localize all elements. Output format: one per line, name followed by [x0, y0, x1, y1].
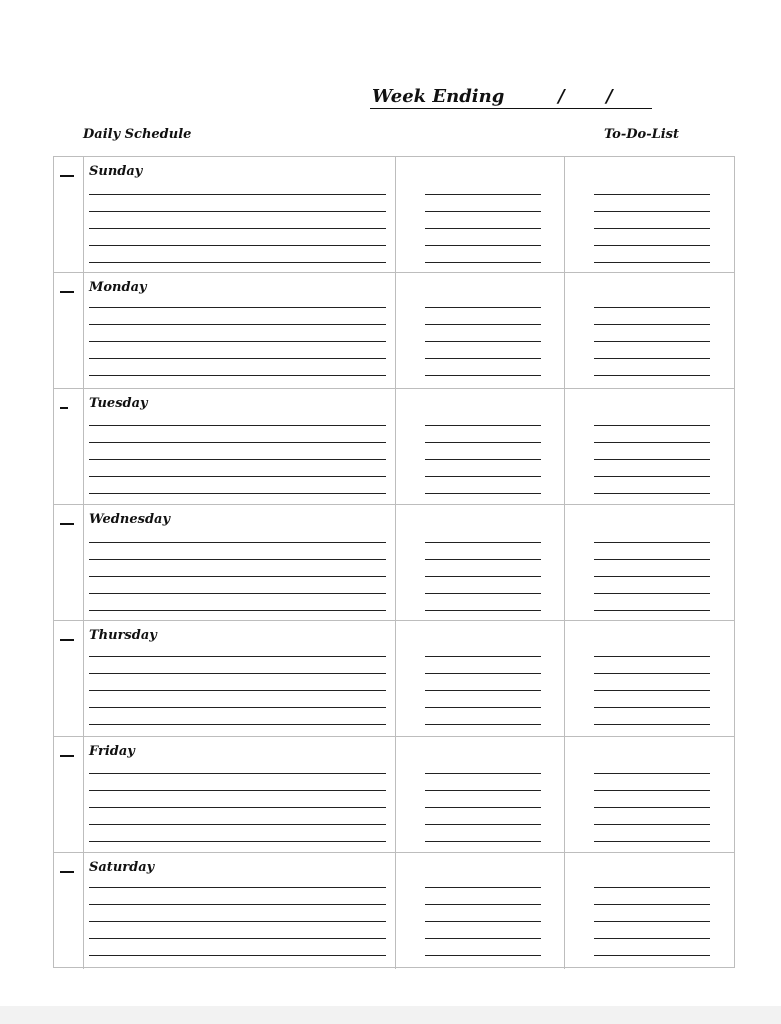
- todo-entry-line[interactable]: [594, 610, 710, 611]
- column-divider: [83, 621, 84, 736]
- todo-entry-line[interactable]: [425, 375, 541, 376]
- schedule-entry-line[interactable]: [89, 955, 386, 956]
- todo-entry-line[interactable]: [425, 194, 541, 195]
- column-divider: [395, 621, 396, 736]
- day-checkbox-line[interactable]: [60, 755, 74, 757]
- day-row-friday: [54, 737, 734, 853]
- schedule-entry-line[interactable]: [89, 262, 386, 263]
- todo-entry-line[interactable]: [425, 673, 541, 674]
- todo-entry-line[interactable]: [594, 841, 710, 842]
- todo-entry-line[interactable]: [425, 542, 541, 543]
- column-divider: [395, 389, 396, 504]
- day-checkbox-line[interactable]: [60, 175, 74, 177]
- todo-entry-line[interactable]: [425, 341, 541, 342]
- date-separator-2: /: [606, 86, 613, 107]
- todo-entry-line[interactable]: [425, 790, 541, 791]
- todo-entry-line[interactable]: [594, 938, 710, 939]
- column-divider: [564, 157, 565, 272]
- todo-entry-line[interactable]: [425, 476, 541, 477]
- column-divider: [83, 505, 84, 620]
- schedule-entry-line[interactable]: [89, 690, 386, 691]
- todo-entry-line[interactable]: [425, 228, 541, 229]
- todo-list-heading: To-Do-List: [604, 127, 679, 142]
- todo-entry-line[interactable]: [594, 656, 710, 657]
- day-row-saturday: [54, 853, 734, 969]
- schedule-entry-line[interactable]: [89, 610, 386, 611]
- schedule-entry-line[interactable]: [89, 425, 386, 426]
- schedule-entry-line[interactable]: [89, 724, 386, 725]
- todo-entry-line[interactable]: [425, 904, 541, 905]
- schedule-entry-line[interactable]: [89, 245, 386, 246]
- todo-entry-line[interactable]: [594, 724, 710, 725]
- schedule-entry-line[interactable]: [89, 375, 386, 376]
- todo-entry-line[interactable]: [425, 493, 541, 494]
- column-divider: [395, 505, 396, 620]
- todo-entry-line[interactable]: [594, 493, 710, 494]
- schedule-entry-line[interactable]: [89, 904, 386, 905]
- todo-entry-line[interactable]: [594, 375, 710, 376]
- schedule-entry-line[interactable]: [89, 493, 386, 494]
- todo-entry-line[interactable]: [425, 576, 541, 577]
- schedule-entry-line[interactable]: [89, 773, 386, 774]
- todo-entry-line[interactable]: [425, 724, 541, 725]
- todo-entry-line[interactable]: [594, 773, 710, 774]
- column-divider: [564, 853, 565, 969]
- column-divider: [83, 853, 84, 969]
- day-label: Friday: [89, 744, 135, 759]
- todo-entry-line[interactable]: [425, 245, 541, 246]
- todo-entry-line[interactable]: [425, 938, 541, 939]
- schedule-entry-line[interactable]: [89, 887, 386, 888]
- todo-entry-line[interactable]: [594, 442, 710, 443]
- todo-entry-line[interactable]: [594, 707, 710, 708]
- day-label: Saturday: [89, 860, 155, 875]
- todo-entry-line[interactable]: [594, 790, 710, 791]
- schedule-entry-line[interactable]: [89, 576, 386, 577]
- todo-entry-line[interactable]: [425, 442, 541, 443]
- schedule-entry-line[interactable]: [89, 211, 386, 212]
- todo-entry-line[interactable]: [594, 593, 710, 594]
- schedule-entry-line[interactable]: [89, 938, 386, 939]
- todo-entry-line[interactable]: [425, 921, 541, 922]
- schedule-entry-line[interactable]: [89, 476, 386, 477]
- column-divider: [395, 273, 396, 388]
- schedule-entry-line[interactable]: [89, 656, 386, 657]
- day-row-tuesday: [54, 389, 734, 505]
- schedule-entry-line[interactable]: [89, 228, 386, 229]
- schedule-entry-line[interactable]: [89, 459, 386, 460]
- schedule-entry-line[interactable]: [89, 341, 386, 342]
- todo-entry-line[interactable]: [594, 358, 710, 359]
- todo-entry-line[interactable]: [594, 559, 710, 560]
- week-ending-label: Week Ending: [372, 86, 505, 107]
- column-divider: [564, 273, 565, 388]
- day-checkbox-line[interactable]: [60, 639, 74, 641]
- todo-entry-line[interactable]: [594, 476, 710, 477]
- todo-entry-line[interactable]: [425, 610, 541, 611]
- todo-entry-line[interactable]: [425, 955, 541, 956]
- todo-entry-line[interactable]: [594, 245, 710, 246]
- schedule-entry-line[interactable]: [89, 707, 386, 708]
- todo-entry-line[interactable]: [425, 211, 541, 212]
- day-row-monday: [54, 273, 734, 389]
- todo-entry-line[interactable]: [425, 807, 541, 808]
- todo-entry-line[interactable]: [594, 807, 710, 808]
- date-separator-1: /: [558, 86, 565, 107]
- day-label: Wednesday: [89, 512, 171, 527]
- schedule-entry-line[interactable]: [89, 358, 386, 359]
- column-divider: [395, 853, 396, 969]
- daily-schedule-heading: Daily Schedule: [83, 127, 192, 142]
- todo-entry-line[interactable]: [594, 824, 710, 825]
- todo-entry-line[interactable]: [594, 341, 710, 342]
- schedule-entry-line[interactable]: [89, 593, 386, 594]
- todo-entry-line[interactable]: [594, 228, 710, 229]
- todo-entry-line[interactable]: [425, 459, 541, 460]
- todo-entry-line[interactable]: [594, 904, 710, 905]
- todo-entry-line[interactable]: [425, 559, 541, 560]
- schedule-entry-line[interactable]: [89, 324, 386, 325]
- schedule-entry-line[interactable]: [89, 542, 386, 543]
- schedule-entry-line[interactable]: [89, 807, 386, 808]
- todo-entry-line[interactable]: [594, 324, 710, 325]
- schedule-entry-line[interactable]: [89, 673, 386, 674]
- day-label: Sunday: [89, 164, 143, 179]
- todo-entry-line[interactable]: [425, 690, 541, 691]
- day-checkbox-line[interactable]: [60, 523, 74, 525]
- schedule-grid: [53, 156, 735, 968]
- column-divider: [83, 389, 84, 504]
- column-divider: [564, 389, 565, 504]
- schedule-entry-line[interactable]: [89, 790, 386, 791]
- todo-entry-line[interactable]: [594, 955, 710, 956]
- column-divider: [83, 157, 84, 272]
- column-divider: [564, 737, 565, 852]
- todo-entry-line[interactable]: [594, 194, 710, 195]
- schedule-entry-line[interactable]: [89, 559, 386, 560]
- schedule-entry-line[interactable]: [89, 442, 386, 443]
- todo-entry-line[interactable]: [594, 542, 710, 543]
- todo-entry-line[interactable]: [594, 211, 710, 212]
- todo-entry-line[interactable]: [594, 921, 710, 922]
- day-checkbox-line[interactable]: [60, 871, 74, 873]
- todo-entry-line[interactable]: [425, 358, 541, 359]
- day-row-wednesday: [54, 505, 734, 621]
- day-label: Monday: [89, 280, 147, 295]
- column-divider: [83, 737, 84, 852]
- schedule-entry-line[interactable]: [89, 841, 386, 842]
- schedule-entry-line[interactable]: [89, 921, 386, 922]
- todo-entry-line[interactable]: [425, 324, 541, 325]
- todo-entry-line[interactable]: [594, 690, 710, 691]
- todo-entry-line[interactable]: [425, 824, 541, 825]
- schedule-entry-line[interactable]: [89, 194, 386, 195]
- todo-entry-line[interactable]: [425, 593, 541, 594]
- todo-entry-line[interactable]: [594, 673, 710, 674]
- day-checkbox-line[interactable]: [60, 291, 74, 293]
- day-checkbox-line[interactable]: [60, 407, 68, 409]
- column-divider: [564, 505, 565, 620]
- column-divider: [564, 621, 565, 736]
- todo-entry-line[interactable]: [594, 887, 710, 888]
- day-row-thursday: [54, 621, 734, 737]
- schedule-entry-line[interactable]: [89, 824, 386, 825]
- todo-entry-line[interactable]: [425, 887, 541, 888]
- todo-entry-line[interactable]: [425, 841, 541, 842]
- todo-entry-line[interactable]: [425, 773, 541, 774]
- todo-entry-line[interactable]: [594, 262, 710, 263]
- day-label: Thursday: [89, 628, 157, 643]
- todo-entry-line[interactable]: [594, 425, 710, 426]
- todo-entry-line[interactable]: [425, 307, 541, 308]
- column-divider: [395, 157, 396, 272]
- schedule-entry-line[interactable]: [89, 307, 386, 308]
- week-ending-field[interactable]: [370, 86, 652, 109]
- todo-entry-line[interactable]: [425, 707, 541, 708]
- todo-entry-line[interactable]: [425, 425, 541, 426]
- day-label: Tuesday: [89, 396, 148, 411]
- todo-entry-line[interactable]: [425, 656, 541, 657]
- todo-entry-line[interactable]: [425, 262, 541, 263]
- todo-entry-line[interactable]: [594, 307, 710, 308]
- column-divider: [83, 273, 84, 388]
- todo-entry-line[interactable]: [594, 576, 710, 577]
- todo-entry-line[interactable]: [594, 459, 710, 460]
- column-divider: [395, 737, 396, 852]
- day-row-sunday: [54, 157, 734, 273]
